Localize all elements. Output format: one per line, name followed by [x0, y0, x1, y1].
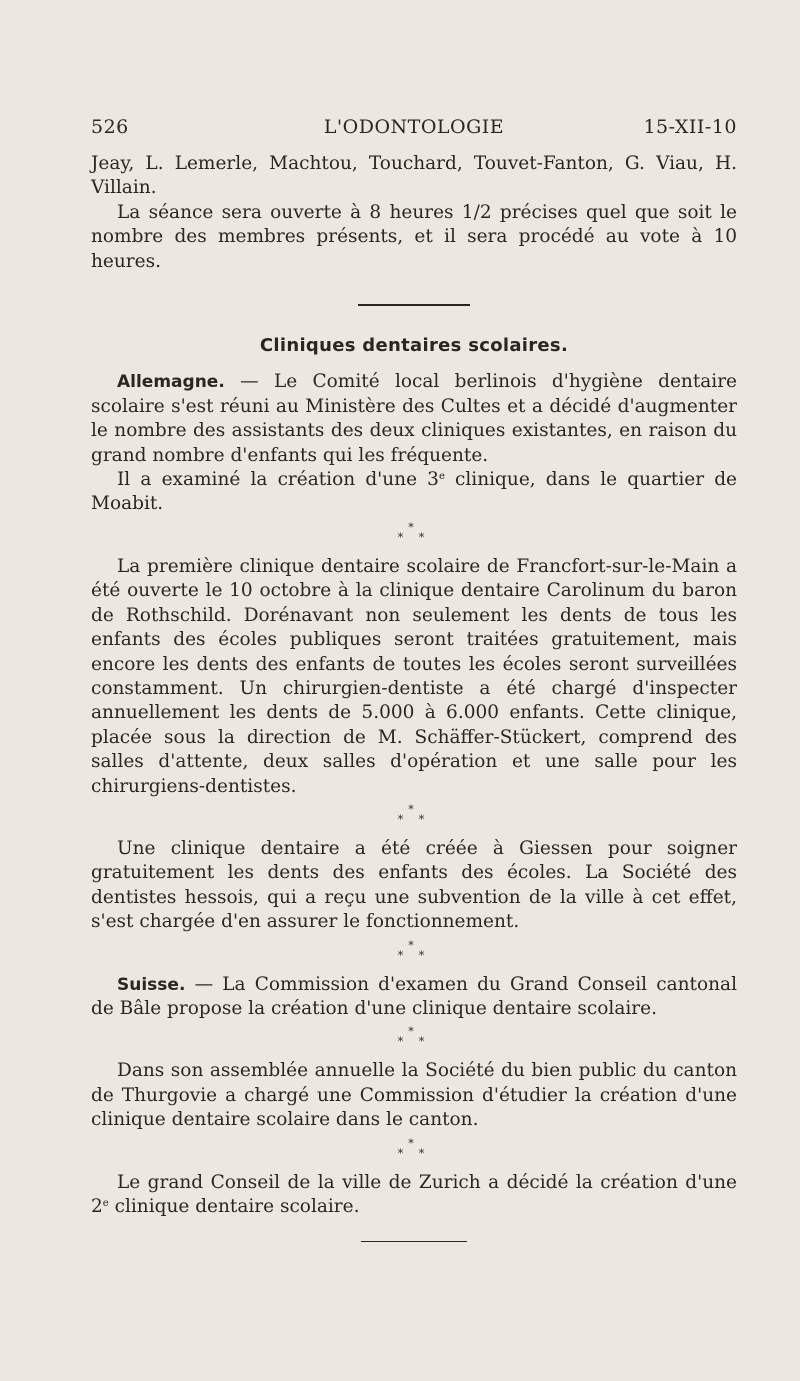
- germany-lead: Allemagne.: [117, 372, 225, 393]
- page-body: [91, 152, 737, 1242]
- session-note: La séance sera ouverte à 8 heures 1/2 précises quel que soit le nombre des membres présents, et il sera procédé au vote à 10 heures.: [91, 201, 737, 272]
- germany-text: — Le Comité local berlinois d'hygiène dentaire scolaire s'est réuni au Ministère des Cultes et a décidé d'augmenter le nombre des assistants des deux cliniques existantes, en raison du grand nombre d'enfants qui les fréquente.: [91, 371, 737, 466]
- giessen-paragraph: Une clinique dentaire a été créée à Giessen pour soigner gratuitement les dents des enfants des écoles. La Société des dentistes hessois, qui a reçu une subvention de la ville à cet effet, s'est chargée d'en assurer le fonctionnement.: [91, 837, 737, 933]
- asterism: * * *: [397, 938, 431, 962]
- asterism: * * *: [397, 802, 431, 826]
- zurich-paragraph: Le grand Conseil de la ville de Zurich a décidé la création d'une 2e clinique dentaire scolaire.: [91, 1171, 737, 1217]
- asterism: * * *: [397, 1136, 431, 1160]
- asterism: * * *: [397, 1025, 431, 1049]
- page-number: 526: [91, 116, 129, 138]
- journal-title: L'ODONTOLOGIE: [323, 116, 505, 138]
- issue-date: 15-XII-10: [643, 116, 737, 138]
- section-title: Cliniques dentaires scolaires.: [259, 335, 569, 357]
- moabit-paragraph: Il a examiné la création d'une 3e clinique, dans le quartier de Moabit.: [91, 469, 737, 515]
- switzerland-lead: Suisse.: [117, 974, 186, 995]
- end-rule: [361, 1241, 467, 1242]
- names-line: Jeay, L. Lemerle, Machtou, Touchard, Touvet-Fanton, G. Viau, H. Villain.: [91, 153, 737, 199]
- asterism: * * *: [397, 520, 431, 544]
- switzerland-paragraph: Suisse. — La Commission d'examen du Grand Conseil cantonal de Bâle propose la création d'une clinique dentaire scolaire.: [91, 973, 737, 1019]
- frankfurt-paragraph: La première clinique dentaire scolaire de Francfort-sur-le-Main a été ouverte le 10 octobre à la clinique dentaire Carolinum du baron de Rothschild. Dorénavant non seulement les dents de tous les enfants des écoles publiques seront traitées gratuitement, mais encore les dents des enfants de toutes les écoles seront surveillées constamment. Un chirurgien-dentiste a été chargé d'inspecter annuellement les dents de 5.000 à 6.000 enfants. Cette clinique, placée sous la direction de M. Schäffer-Stückert, comprend des salles d'attente, deux salles d'opération et une salle pour les chirurgiens-dentistes.: [91, 555, 737, 797]
- section-rule: [358, 304, 470, 306]
- germany-paragraph: [91, 370, 737, 468]
- thurgau-paragraph: Dans son assemblée annuelle la Société du bien public du canton de Thurgovie a chargé une Commission d'étudier la création d'une clinique dentaire scolaire dans le canton.: [91, 1060, 737, 1131]
